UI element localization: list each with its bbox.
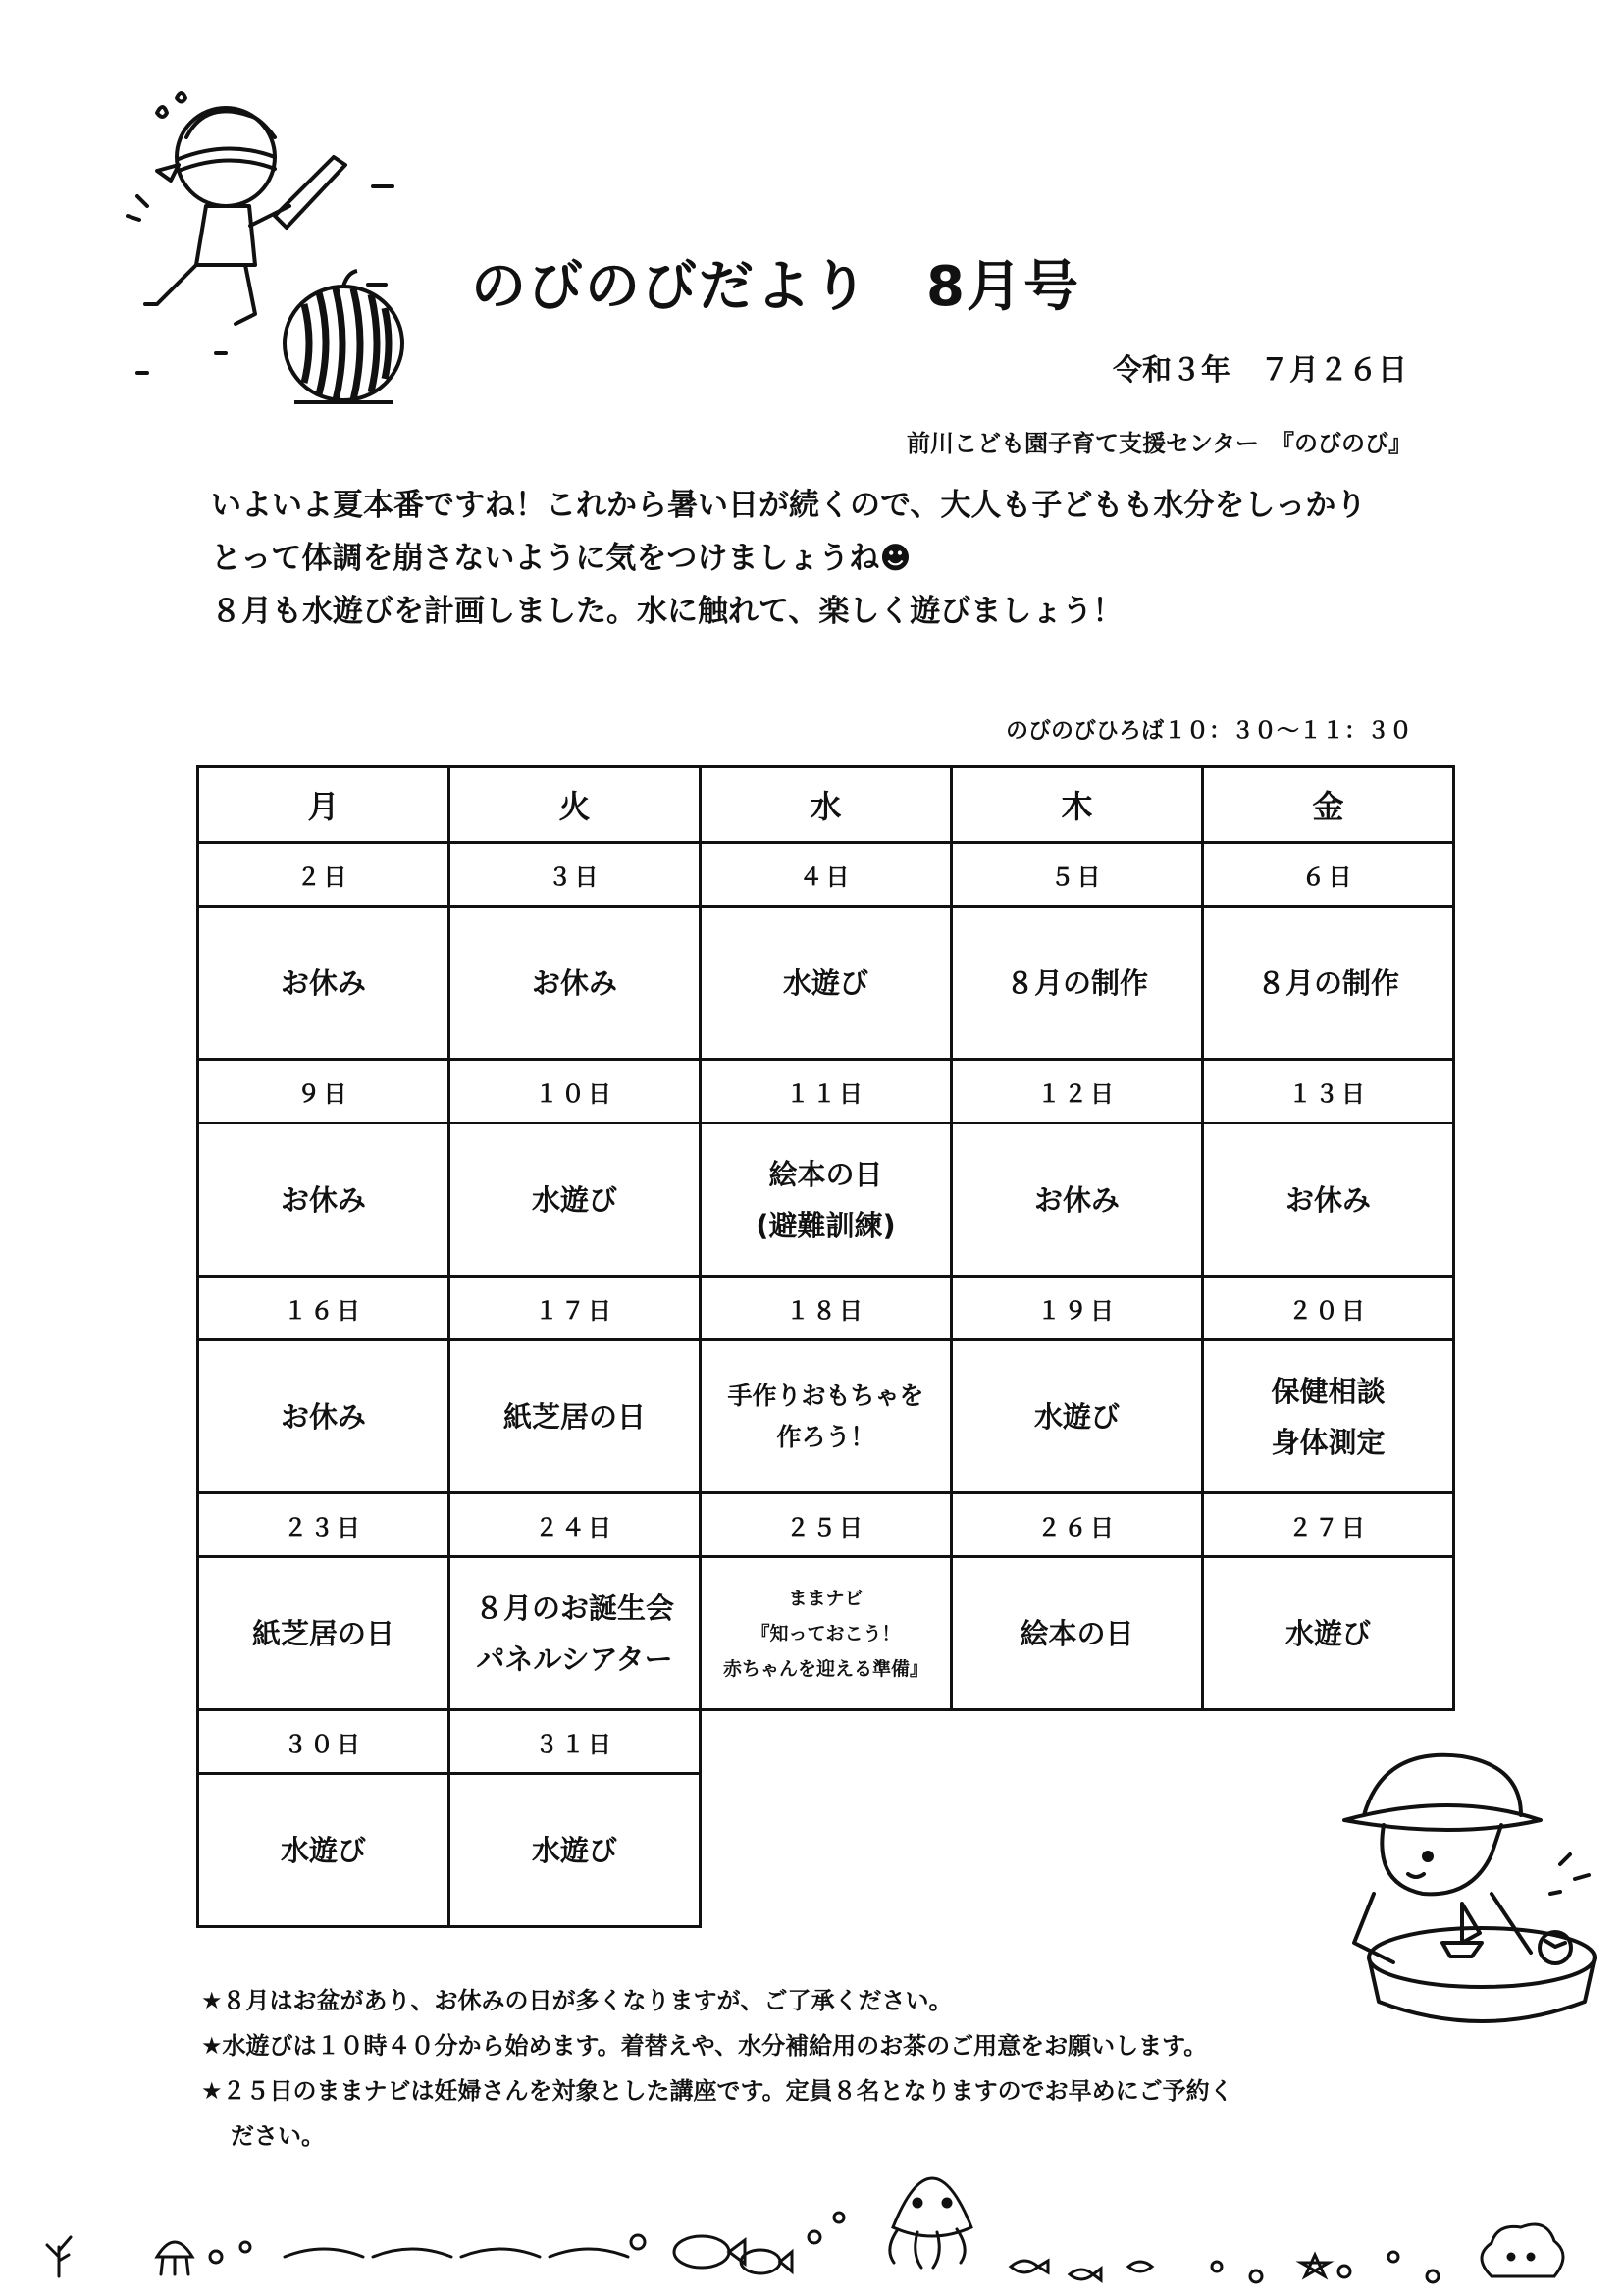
calendar-date-cell: ２６日 xyxy=(952,1493,1203,1557)
event-line: 紙芝居の日 xyxy=(502,1399,646,1434)
event-line: ままナビ xyxy=(788,1587,864,1609)
calendar-event-cell xyxy=(198,907,449,1060)
empty-cell xyxy=(952,1710,1203,1774)
event-line: 水遊び xyxy=(1033,1399,1120,1434)
calendar-event-cell xyxy=(952,907,1203,1060)
calendar-event-cell xyxy=(1203,1557,1454,1710)
calendar-event-cell xyxy=(449,907,701,1060)
event-line: (避難訓練) xyxy=(756,1208,896,1242)
date-row xyxy=(198,1493,1454,1557)
calendar-date-cell: １１日 xyxy=(701,1060,952,1123)
calendar-event-cell xyxy=(449,1774,701,1927)
event-line: 作ろう！ xyxy=(776,1422,875,1451)
weekday-mon: 月 xyxy=(198,767,449,843)
event-row xyxy=(198,1340,1454,1493)
calendar-date-cell: １９日 xyxy=(952,1277,1203,1340)
event-line: 手作りおもちゃを xyxy=(727,1381,924,1410)
calendar-event-cell xyxy=(1203,1340,1454,1493)
event-line: 水遊び xyxy=(280,1833,366,1867)
date-row xyxy=(198,1060,1454,1123)
note-mama-navi-cont: ださい。 xyxy=(231,2122,325,2150)
weekday-fri: 金 xyxy=(1203,767,1454,843)
calendar-event-cell xyxy=(952,1123,1203,1277)
calendar-date-cell: １２日 xyxy=(952,1060,1203,1123)
date-row xyxy=(198,1710,1454,1774)
event-row xyxy=(198,907,1454,1060)
issue-date: 令和３年 ７月２６日 xyxy=(1113,353,1407,388)
calendar-event-cell xyxy=(952,1557,1203,1710)
event-line: お休み xyxy=(280,1182,366,1217)
calendar-event-cell xyxy=(701,907,952,1060)
calendar-event-cell xyxy=(1203,907,1454,1060)
event-line: 身体測定 xyxy=(1271,1425,1386,1459)
intro-line-1: いよいよ夏本番ですね！これから暑い日が続くので、大人も子どもも水分をしっかり xyxy=(211,488,1367,523)
calendar-date-cell: ２日 xyxy=(198,843,449,907)
weekday-wed: 水 xyxy=(701,767,952,843)
date-row xyxy=(198,843,1454,907)
weekday-tue: 火 xyxy=(449,767,701,843)
calendar-event-cell xyxy=(1203,1123,1454,1277)
calendar-date-cell: ５日 xyxy=(952,843,1203,907)
empty-cell xyxy=(952,1774,1203,1927)
organization-name: 前川こども園子育て支援センター 『のびのび』 xyxy=(906,430,1412,457)
sea-creatures-footer xyxy=(39,2110,1590,2286)
event-line: お休み xyxy=(1033,1182,1120,1217)
calendar-date-cell: ２７日 xyxy=(1203,1493,1454,1557)
calendar-event-cell xyxy=(449,1557,701,1710)
calendar-date-cell: ２４日 xyxy=(449,1493,701,1557)
event-line: お休み xyxy=(531,965,617,1000)
calendar-date-cell: １８日 xyxy=(701,1277,952,1340)
event-row xyxy=(198,1123,1454,1277)
calendar-date-cell: １６日 xyxy=(198,1277,449,1340)
event-row xyxy=(198,1557,1454,1710)
event-line: ８月の制作 xyxy=(1005,965,1148,1000)
calendar-date-cell: １７日 xyxy=(449,1277,701,1340)
calendar-date-cell: ２５日 xyxy=(701,1493,952,1557)
calendar-event-cell xyxy=(198,1123,449,1277)
calendar-event-cell xyxy=(449,1340,701,1493)
weekday-header-row xyxy=(198,767,1454,843)
event-line: お休み xyxy=(280,1399,366,1434)
note-obon: ★８月はお盆があり、お休みの日が多くなりますが、ご了承ください。 xyxy=(201,1987,953,2014)
event-line: お休み xyxy=(280,965,366,1000)
empty-cell xyxy=(701,1710,952,1774)
calendar-date-cell: ２０日 xyxy=(1203,1277,1454,1340)
calendar-date-cell: １３日 xyxy=(1203,1060,1454,1123)
event-line: 水遊び xyxy=(1284,1616,1371,1650)
event-line: 『知っておこう！ xyxy=(751,1622,901,1644)
event-line: お休み xyxy=(1284,1182,1371,1217)
intro-line-3: ８月も水遊びを計画しました。水に触れて、楽しく遊びましょう！ xyxy=(211,594,1124,629)
intro-line-2: とって体調を崩さないように気をつけましょうね☻ xyxy=(211,541,912,576)
event-line: 絵本の日 xyxy=(1020,1616,1134,1650)
calendar-event-cell xyxy=(701,1557,952,1710)
calendar-date-cell: ６日 xyxy=(1203,843,1454,907)
calendar-event-cell xyxy=(701,1123,952,1277)
calendar-date-cell: ２３日 xyxy=(198,1493,449,1557)
event-line: 保健相談 xyxy=(1271,1374,1386,1408)
calendar-event-cell xyxy=(952,1340,1203,1493)
event-line: 紙芝居の日 xyxy=(251,1616,394,1650)
schedule-calendar xyxy=(196,765,1455,1928)
calendar-event-cell xyxy=(449,1123,701,1277)
open-hours: のびのびひろば１０：３０～１１：３０ xyxy=(1006,718,1412,744)
weekday-thu: 木 xyxy=(952,767,1203,843)
empty-cell xyxy=(701,1774,952,1927)
event-line: 水遊び xyxy=(782,965,868,1000)
event-line: パネルシアター xyxy=(476,1642,673,1676)
event-line: 水遊び xyxy=(531,1182,617,1217)
boy-watermelon-illustration xyxy=(118,69,432,422)
event-line: 水遊び xyxy=(531,1833,617,1867)
note-water-play: ★水遊びは１０時４０分から始めます。着替えや、水分補給用のお茶のご用意をお願いします。 xyxy=(201,2032,1208,2060)
calendar-event-cell xyxy=(701,1340,952,1493)
page-title: のびのびだより 8月号 xyxy=(471,254,1080,319)
note-mama-navi: ★２５日のままナビは妊婦さんを対象とした講座です。定員８名となりますのでお早めにご予約く xyxy=(201,2077,1233,2105)
calendar-date-cell: １０日 xyxy=(449,1060,701,1123)
event-line: ８月のお誕生会 xyxy=(474,1591,674,1625)
calendar-date-cell: ３日 xyxy=(449,843,701,907)
calendar-event-cell xyxy=(198,1557,449,1710)
intro-message xyxy=(211,479,1438,638)
calendar-weeks xyxy=(198,843,1454,1927)
calendar-event-cell xyxy=(198,1774,449,1927)
event-line: ８月の制作 xyxy=(1256,965,1399,1000)
event-row xyxy=(198,1774,1454,1927)
event-line: 赤ちゃんを迎える準備』 xyxy=(722,1657,928,1680)
calendar-date-cell: ４日 xyxy=(701,843,952,907)
calendar-date-cell: ３０日 xyxy=(198,1710,449,1774)
date-row xyxy=(198,1277,1454,1340)
calendar-date-cell: ９日 xyxy=(198,1060,449,1123)
calendar-event-cell xyxy=(198,1340,449,1493)
event-line: 絵本の日 xyxy=(768,1157,883,1191)
calendar-date-cell: ３１日 xyxy=(449,1710,701,1774)
